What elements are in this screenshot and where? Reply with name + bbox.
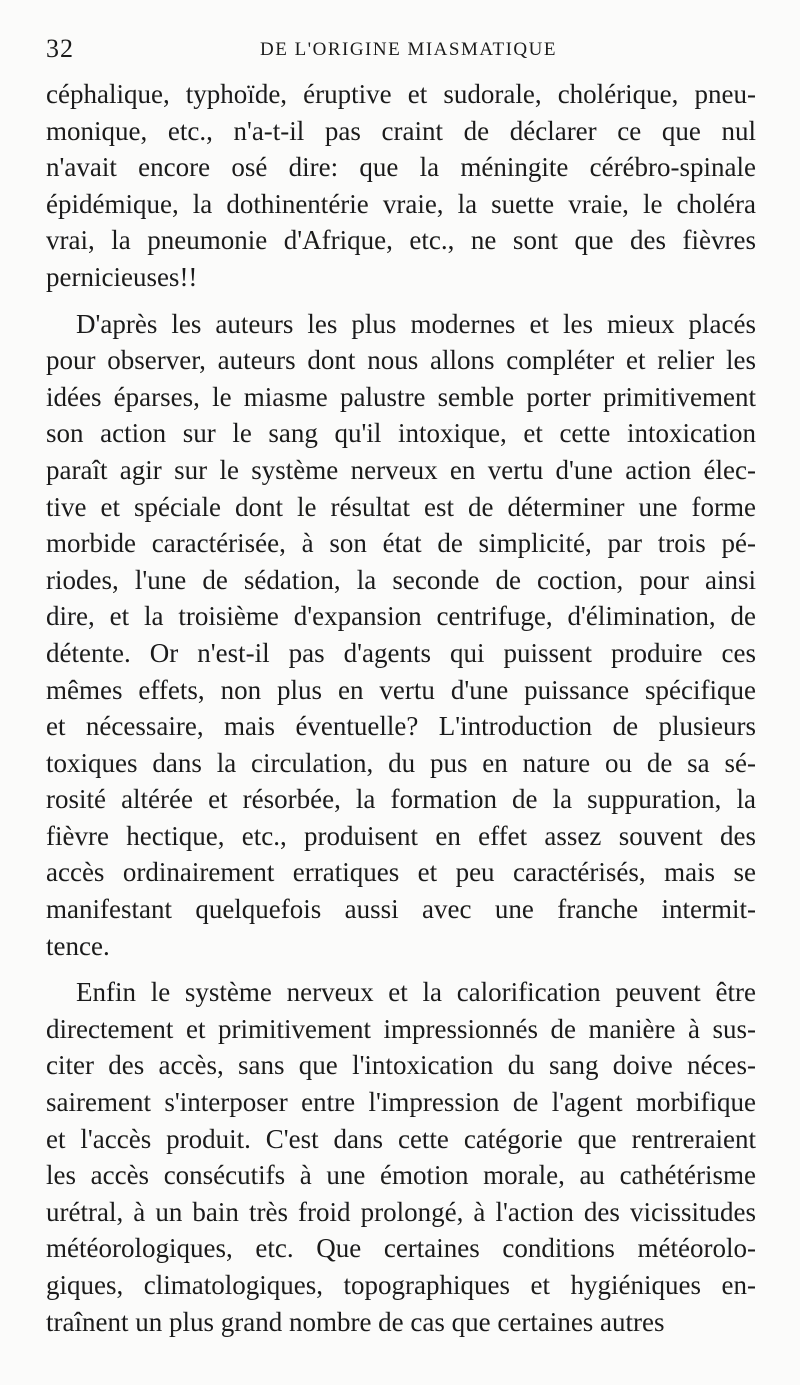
text-line: morbide caractérisée, à son état de simplicité, par trois pé- bbox=[46, 528, 756, 559]
text-line: mêmes effets, non plus en vertu d'une puissance spécifique bbox=[46, 674, 756, 705]
text-line: détente. Or n'est-il pas d'agents qui puissent produire ces bbox=[46, 637, 756, 668]
paragraph-gap bbox=[46, 964, 756, 974]
text-line: sairement s'interposer entre l'impression de l'agent morbifique bbox=[46, 1087, 756, 1118]
text-line: toxiques dans la circulation, du pus en nature ou de sa sé- bbox=[46, 747, 756, 778]
text-line: traînent un plus grand nombre de cas que certaines autres bbox=[46, 1306, 665, 1337]
text-line: rosité altérée et résorbée, la formation de la suppuration, la bbox=[46, 784, 756, 815]
text-line: directement et primitivement impressionnés de manière à sus- bbox=[46, 1013, 756, 1044]
text-line: citer des accès, sans que l'intoxication du sang doive néces- bbox=[46, 1050, 756, 1081]
text-line: tence. bbox=[46, 930, 110, 961]
text-line: Enfin le système nerveux et la calorification peuvent être bbox=[76, 977, 756, 1008]
text-line: météorologiques, etc. Que certaines conditions météorolo- bbox=[46, 1233, 756, 1264]
page-number: 32 bbox=[46, 34, 74, 63]
paragraph bbox=[46, 306, 756, 965]
text-line: monique, etc., n'a-t-il pas craint de déclarer ce que nul bbox=[46, 115, 756, 146]
text-line: pernicieuses!! bbox=[46, 261, 198, 292]
text-line: paraît agir sur le système nerveux en vertu d'une action élec- bbox=[46, 454, 756, 485]
paragraph bbox=[46, 76, 756, 296]
text-line: vrai, la pneumonie d'Afrique, etc., ne sont que des fièvres bbox=[46, 225, 756, 256]
text-line: manifestant quelquefois aussi avec une franche intermit- bbox=[46, 894, 756, 925]
text-line: idées éparses, le miasme palustre semble porter primitivement bbox=[46, 381, 756, 412]
text-line: épidémique, la dothinentérie vraie, la suette vraie, le choléra bbox=[46, 188, 756, 219]
text-line: tive et spéciale dont le résultat est de déterminer une forme bbox=[46, 491, 756, 522]
text-line: urétral, à un bain très froid prolongé, à l'action des vicissitudes bbox=[46, 1196, 756, 1227]
text-line: et l'accès produit. C'est dans cette catégorie que rentreraient bbox=[46, 1123, 756, 1154]
text-line: céphalique, typhoïde, éruptive et sudorale, cholérique, pneu- bbox=[46, 79, 756, 109]
text-line: dire, et la troisième d'expansion centrifuge, d'élimination, de bbox=[46, 601, 756, 632]
text-line: giques, climatologiques, topographiques et hygiéniques en- bbox=[46, 1270, 756, 1300]
text-line: les accès consécutifs à une émotion morale, au cathétérisme bbox=[46, 1160, 756, 1191]
body-text bbox=[46, 76, 756, 1340]
text-line: son action sur le sang qu'il intoxique, et cette intoxication bbox=[46, 418, 756, 449]
text-line: n'avait encore osé dire: que la méningite cérébro-spinale bbox=[46, 152, 756, 183]
running-header bbox=[46, 34, 758, 70]
text-line: pour observer, auteurs dont nous allons compléter et relier les bbox=[46, 345, 756, 376]
running-title: DE L'ORIGINE MIASMATIQUE bbox=[260, 39, 557, 60]
paragraph-gap bbox=[46, 296, 756, 306]
text-line: D'après les auteurs les plus modernes et les mieux placés bbox=[76, 308, 756, 339]
text-line: fièvre hectique, etc., produisent en effet assez souvent des bbox=[46, 820, 756, 851]
text-line: accès ordinairement erratiques et peu caractérisés, mais se bbox=[46, 857, 756, 888]
text-line: riodes, l'une de sédation, la seconde de coction, pour ainsi bbox=[46, 564, 756, 595]
text-line: et nécessaire, mais éventuelle? L'introduction de plusieurs bbox=[46, 711, 756, 742]
paragraph bbox=[46, 974, 756, 1340]
